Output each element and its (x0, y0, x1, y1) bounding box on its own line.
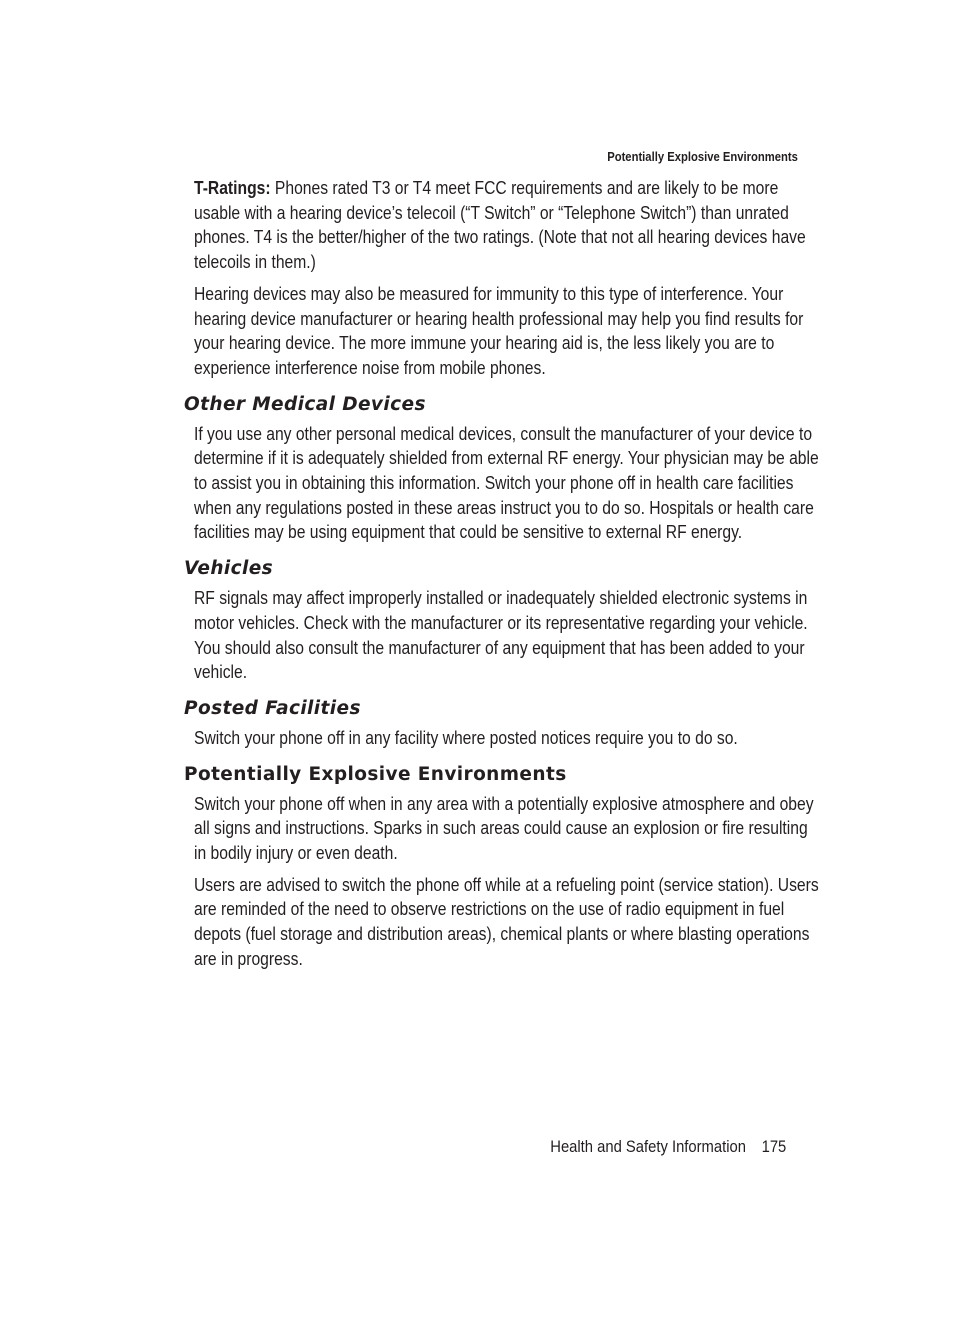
immunity-paragraph: Hearing devices may also be measured for immunity to this type of interference. Your hearing device manufacturer or hearing health professional may help you find results for your hearing device. The more immune your hearing aid is, the less likely you are to experience interference noise from mobile phones. (194, 283, 804, 378)
t-ratings-text: Phones rated T3 or T4 meet FCC requirements and are likely to be more usable with a hearing device’s telecoil (“T Switch” or “Telephone Switch”) than unrated phones. T4 is the better/higher of the two ratings. (Note that not all hearing devices have telecoils in them.) (194, 178, 806, 273)
running-header: Potentially Explosive Environments (607, 150, 798, 164)
posted-facilities-paragraph: Switch your phone off in any facility where posted notices require you to do so. (194, 727, 738, 748)
footer-section-name: Health and Safety Information (549, 1137, 746, 1156)
t-ratings-label: T-Ratings: (194, 178, 271, 198)
other-medical-devices-heading: Other Medical Devices (184, 393, 426, 415)
explosive-environments-paragraph-2: Users are advised to switch the phone off while at a refueling point (service station). Users are reminded of the need to observe restrictions on the use of radio equipment in fuel depots (fuel storage and distribution areas), chemical plants or where blasting operations are in progress. (194, 874, 819, 969)
page-number: 175 (761, 1137, 786, 1156)
explosive-environments-heading: Potentially Explosive Environments (184, 763, 567, 785)
posted-facilities-heading: Posted Facilities (184, 697, 361, 719)
t-ratings-paragraph (194, 176, 824, 275)
vehicles-heading: Vehicles (184, 558, 274, 580)
explosive-environments-paragraph-1: Switch your phone off when in any area with a potentially explosive atmosphere and obey all signs and instructions. Sparks in such areas could cause an explosion or fire resulting in bodily injury or even death. (194, 793, 814, 864)
other-medical-devices-paragraph: If you use any other personal medical devices, consult the manufacturer of your device to determine if it is adequately shielded from external RF energy. Your physician may be able to assist you in obtaining this information. Switch your phone off in health care facilities when any regulations posted in these areas instruct you to do so. Hospitals or health care facilities may be using equipment that could be sensitive to external RF energy. (194, 423, 819, 543)
page-footer (550, 1137, 786, 1157)
vehicles-paragraph: RF signals may affect improperly installed or inadequately shielded electronic systems in motor vehicles. Check with the manufacturer or its representative regarding your vehicle. You should also consult the manufacturer of any equipment that has been added to your vehicle. (194, 588, 808, 683)
page-content (184, 176, 824, 979)
